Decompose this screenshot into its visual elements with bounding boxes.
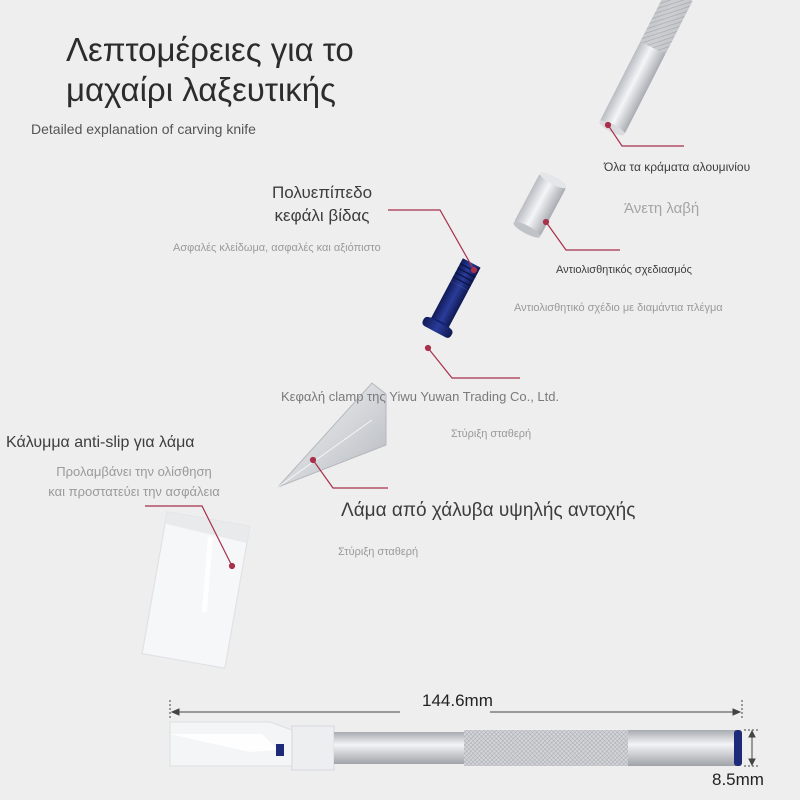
label-aluminium: Όλα τα κράματα αλουμινίου xyxy=(604,160,751,174)
assembled-knife xyxy=(170,722,742,770)
label-support-2: Στύριξη σταθερή xyxy=(338,546,419,558)
page-title xyxy=(66,30,354,110)
label-cover: Κάλυμμα anti-slip για λάμα xyxy=(6,434,195,451)
label-locking: Ασφαλές κλείδωμα, ασφαλές και αξιόπιστο xyxy=(173,242,381,254)
label-support-1: Στύριξη σταθερή xyxy=(451,428,532,440)
label-screw-head-line-2: κεφάλι βίδας xyxy=(274,206,370,225)
collar-part xyxy=(512,170,569,241)
label-cover-desc-line-2: και προστατεύει την ασφάλεια xyxy=(48,484,220,499)
length-dimension: 144.6mm xyxy=(422,691,493,710)
label-antislip: Αντιολισθητικός σχεδιασμός xyxy=(556,264,692,276)
handle-part xyxy=(598,0,693,138)
label-screw-head xyxy=(262,181,382,227)
label-screw-head-line-1: Πολυεπίπεδο xyxy=(271,183,373,202)
label-cover-desc xyxy=(18,462,250,502)
title-line-2: μαχαίρι λαξευτικής xyxy=(66,71,336,108)
diameter-dimension: 8.5mm xyxy=(712,770,764,789)
title-line-1: Λεπτομέρειες για το xyxy=(66,31,354,68)
blade-cover-part xyxy=(142,512,250,668)
label-handle: Άνετη λαβή xyxy=(624,200,700,217)
page-subtitle: Detailed explanation of carving knife xyxy=(31,121,256,137)
label-cover-desc-line-1: Προλαμβάνει την ολίσθηση xyxy=(56,464,212,479)
label-clamp: Κεφαλή clamp της Yiwu Yuwan Trading Co., Ltd. xyxy=(281,389,560,404)
label-blade: Λάμα από χάλυβα υψηλής αντοχής xyxy=(341,500,636,521)
label-diamond: Αντιολισθητικό σχέδιο με διαμάντια πλέγμα xyxy=(514,302,723,314)
